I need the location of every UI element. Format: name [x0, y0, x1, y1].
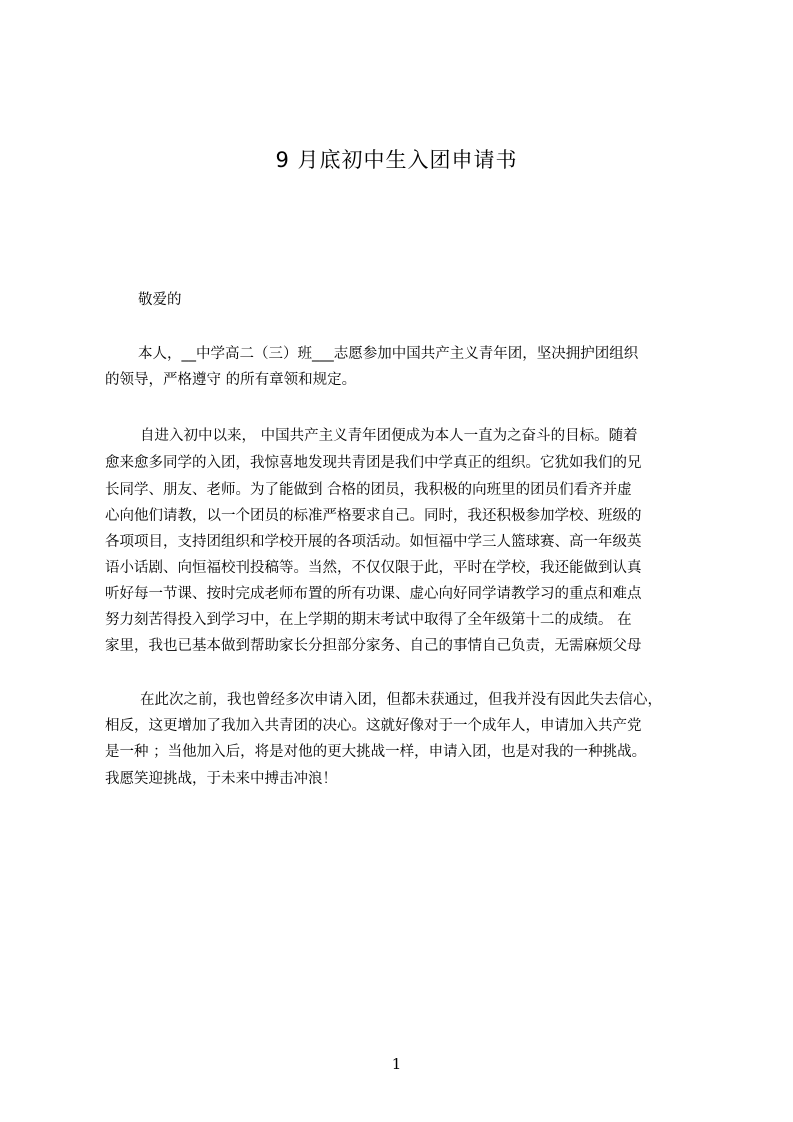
salutation: 敬爱的 [138, 292, 182, 308]
paragraph-line: 家里，我也已基本做到帮助家长分担部分家务、自己的事情自己负责，无需麻烦父母 [105, 638, 642, 654]
paragraph-line: 听好每一节课、按时完成老师布置的所有功课、虚心向好同学请教学习的重点和难点 [105, 586, 642, 602]
paragraph-line: 在此次之前，我也曾经多次申请入团，但都未获通过，但我并没有因此失去信心， [140, 692, 662, 708]
paragraph-line: 相反，这更增加了我加入共青团的决心。这就好像对于一个成年人，申请加入共产党 [105, 718, 642, 734]
paragraph-line: 的领导，严格遵守 的所有章领和规定。 [105, 372, 357, 388]
document-title: 9 月底初中生入团申请书 [275, 148, 518, 172]
paragraph-line: 是一种 ；当他加入后，将是对他的更大挑战一样，申请入团，也是对我的一种挑战。 [105, 744, 647, 760]
paragraph-line: 努力刻苦得投入到学习中，在上学期的期末考试中取得了全年级第十二的成绩。 在 [105, 612, 632, 628]
page-number: 1 [391, 1055, 402, 1073]
paragraph-line: 长同学、朋友、老师。为了能做到 合格的团员，我积极的向班里的团员们看齐并虚 [105, 482, 632, 498]
paragraph-line: 愈来愈多同学的入团，我惊喜地发现共青团是我们中学真正的组织。它犹如我们的兄 [105, 455, 642, 471]
paragraph-line: 语小话剧、向恒福校刊投稿等。当然，不仅仅限于此，平时在学校，我还能做到认真 [105, 560, 642, 576]
paragraph-line: 心向他们请教，以一个团员的标准严格要求自己。同时，我还积极参加学校、班级的 [105, 508, 642, 524]
paragraph-line: 我愿笑迎挑战，于未来中搏击冲浪！ [105, 771, 337, 787]
paragraph-line: 本人，__中学高二（三）班___志愿参加中国共产主义青年团，坚决拥护团组织 [138, 346, 639, 362]
paragraph-line: 各项项目，支持团组织和学校开展的各项活动。如恒福中学三人篮球赛、高一年级英 [105, 534, 642, 550]
paragraph-line: 自进入初中以来， 中国共产主义青年团便成为本人一直为之奋斗的目标。随着 [140, 428, 638, 444]
